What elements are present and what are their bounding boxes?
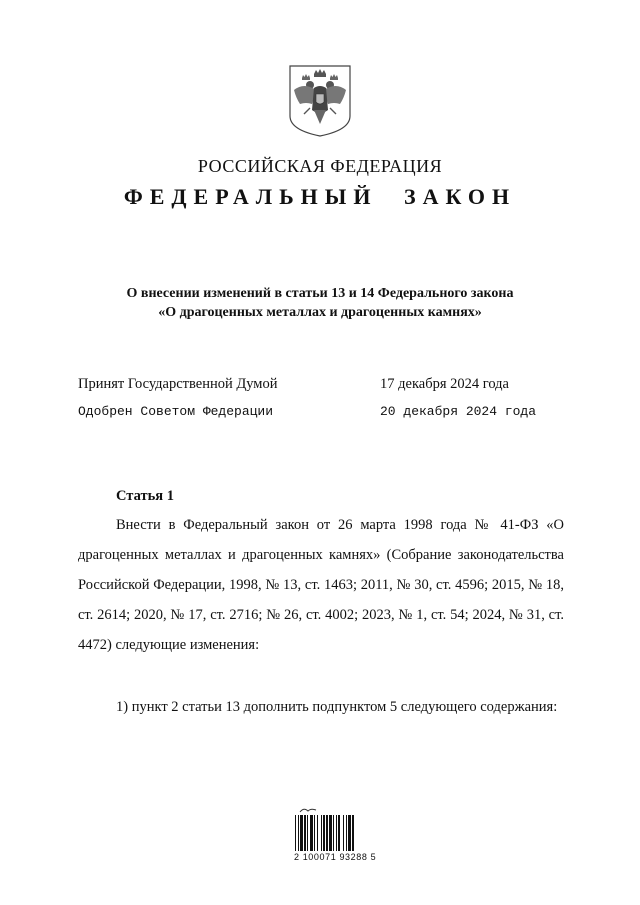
article-paragraph-1-text: Внести в Федеральный закон от 26 марта 1998 года № 41-ФЗ «О драгоценных металлах и драгоценных камнях» (Собрание законодательства Российской Федерации, 1998, № 13, ст. 1463; 2011, № 30, ст. 4596; 2015, № 18, ст. 2614; 2020, № 17, ст. 2716; № 26, ст. 4002; 2023, № 1, ст. 54; 2024, № 31, ст. 4472) следующие изменения: <box>78 517 564 653</box>
barcode-block <box>294 806 376 862</box>
country-name: РОССИЙСКАЯ ФЕДЕРАЦИЯ <box>197 156 443 176</box>
council-approval-date: 20 декабря 2024 года <box>380 404 537 419</box>
article-heading: Статья 1 <box>116 488 174 504</box>
document-type: ФЕДЕРАЛЬНЫЙ ЗАКОН <box>123 184 517 209</box>
article-paragraph-2 <box>78 692 564 722</box>
council-approval-label: Одобрен Советом Федерации <box>78 404 274 419</box>
barcode-mark-icon <box>298 806 318 814</box>
barcode-number: 2 100071 93288 5 <box>294 852 377 862</box>
coat-of-arms-icon <box>288 64 352 138</box>
law-title-line-2: «О драгоценных металлах и драгоценных камнях» <box>158 305 482 320</box>
article-paragraph-2-text: 1) пункт 2 статьи 13 дополнить подпунктом 5 следующего содержания: <box>116 699 558 715</box>
duma-adoption-label: Принят Государственной Думой <box>78 376 278 392</box>
barcode-icon <box>294 815 376 851</box>
law-title-line-1: О внесении изменений в статьи 13 и 14 Федерального закона <box>126 286 514 301</box>
duma-adoption-date: 17 декабря 2024 года <box>380 376 509 392</box>
law-title <box>60 284 580 322</box>
article-paragraph-1 <box>78 510 564 660</box>
